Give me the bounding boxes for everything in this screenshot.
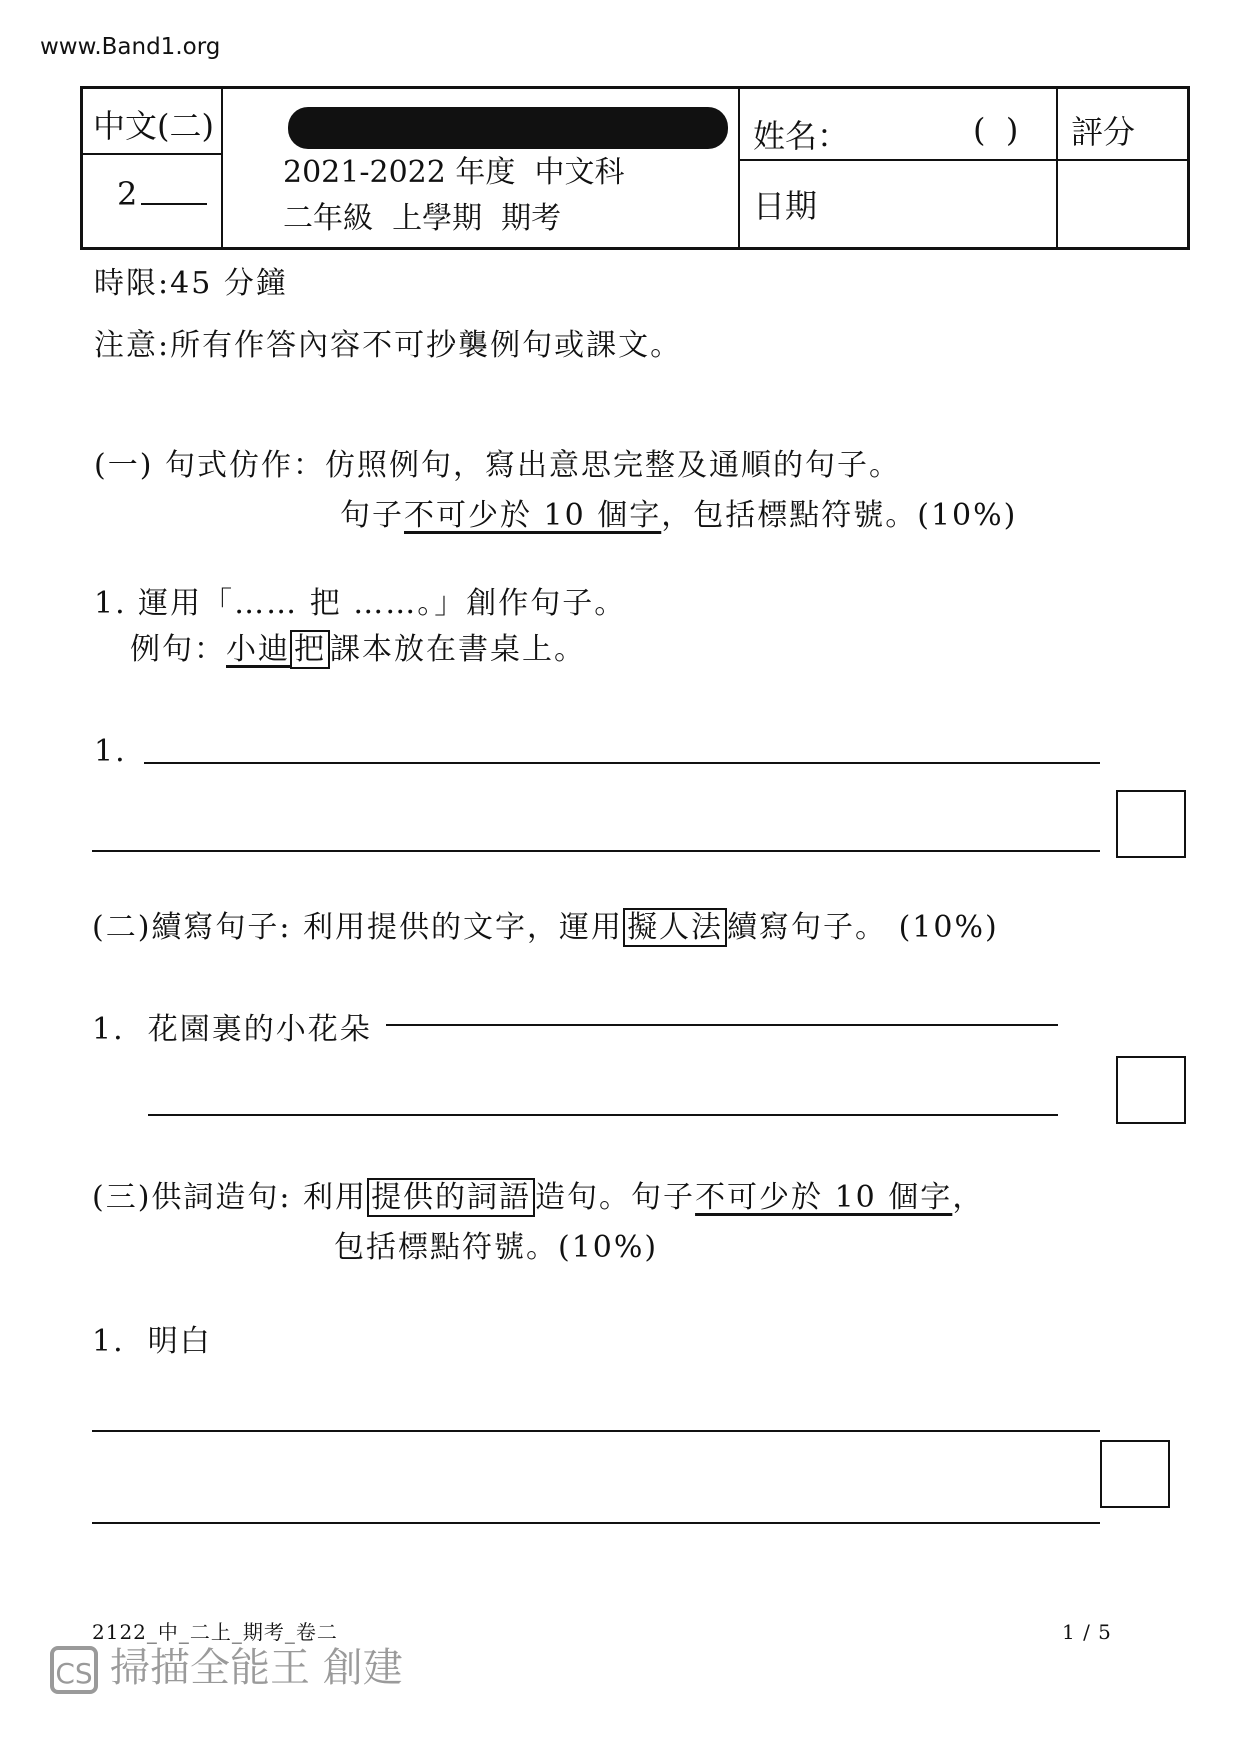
section3-title: (三)供詞造句: 利用 提供的詞語 造句。句子不可少於 10 個字， (92, 1180, 985, 1215)
camscanner-logo-icon: CS (50, 1646, 98, 1694)
section1-title: (一) 句式仿作：仿照例句，寫出意思完整及通順的句子。 (94, 448, 901, 483)
class-field: 2 (117, 175, 207, 213)
name-label: 姓名： (753, 117, 850, 155)
section1-requirement: 句子不可少於 10 個字，包括標點符號。(10%) (340, 498, 1018, 533)
footer-code: 2122_中_二上_期考_卷二 (92, 1620, 338, 1644)
score-label: 評分 (1071, 113, 1136, 151)
section2-title: (二)續寫句子: 利用提供的文字，運用 擬人法 續寫句子。 (10%) (92, 910, 999, 945)
subject-code: 中文(二) (93, 107, 214, 145)
section1-example: 例句：小迪 把 課本放在書桌上。 (130, 632, 586, 667)
answer-line[interactable] (148, 1114, 1058, 1116)
section1-question: 1. 運用「…… 把 ……。」創作句子。 (94, 586, 627, 621)
score-box[interactable] (1116, 1056, 1186, 1124)
class-number-paren: ( ) (973, 111, 1019, 149)
date-label: 日期 (753, 187, 818, 225)
year-subject: 2021-2022 年度 中文科 (283, 155, 625, 190)
site-url: www.Band1.org (40, 34, 221, 60)
score-box[interactable] (1100, 1440, 1170, 1508)
answer-line[interactable] (92, 1430, 1100, 1432)
answer-line[interactable] (92, 850, 1100, 852)
section3-question: 1. 明白 (92, 1324, 212, 1359)
answer-line[interactable] (92, 1522, 1100, 1524)
scanner-watermark: CS 掃描全能王 創建 (50, 1636, 403, 1694)
exam-header-table (80, 86, 1190, 250)
answer-line[interactable] (144, 762, 1100, 764)
answer-line[interactable] (386, 1024, 1058, 1026)
grade-term: 二年級 上學期 期考 (283, 201, 562, 236)
section2-question: 1. 花園裏的小花朵 (92, 1012, 372, 1047)
notice: 注意:所有作答內容不可抄襲例句或課文。 (94, 328, 683, 363)
section1-answer-number: 1. (94, 734, 127, 769)
redacted-school-name (288, 107, 728, 149)
time-limit: 時限:45 分鐘 (94, 266, 288, 301)
page-number: 1 / 5 (1062, 1620, 1112, 1644)
section3-requirement: 包括標點符號。(10%) (334, 1230, 659, 1265)
score-box[interactable] (1116, 790, 1186, 858)
